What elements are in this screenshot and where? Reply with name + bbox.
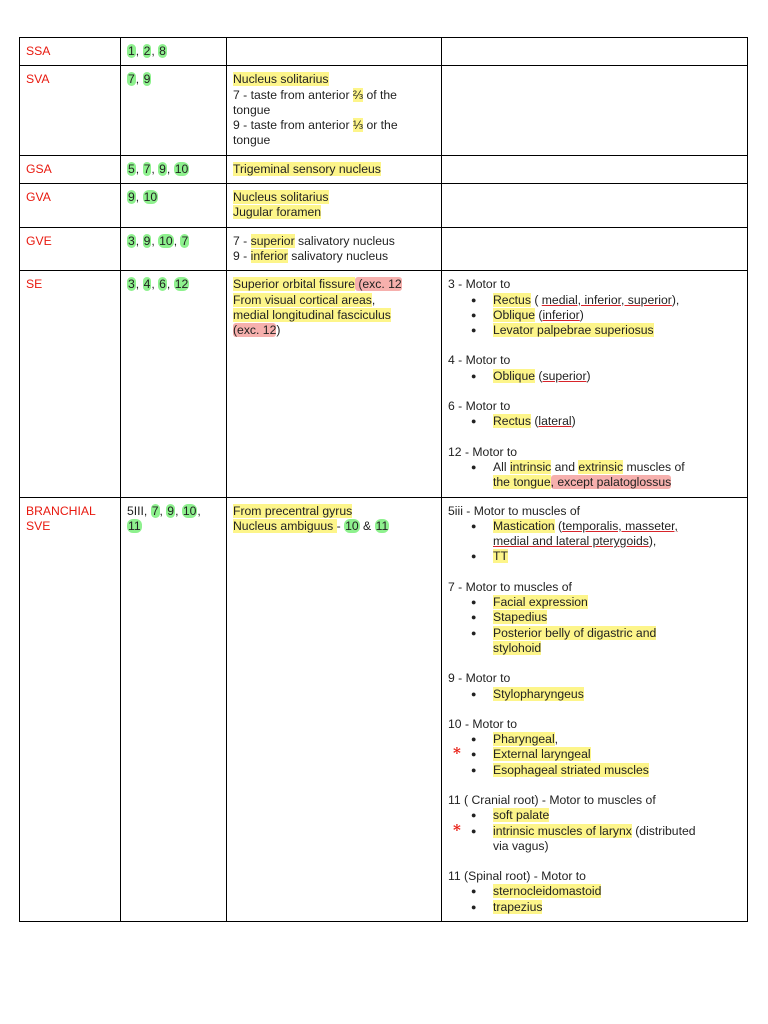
nerve-number: 4 <box>143 277 151 292</box>
nuclei-cell <box>227 66 442 155</box>
modality-label: BRANCHIAL <box>26 503 96 518</box>
group-heading: 10 - Motor to <box>448 716 518 731</box>
nerve-number: 10 <box>143 190 158 205</box>
muscle-name: Facial expression <box>493 595 588 610</box>
modality-cell <box>20 184 121 228</box>
asterisk-mark: ● * <box>453 744 461 763</box>
modality-cell <box>20 227 121 271</box>
group-heading: 7 - Motor to muscles of <box>448 579 572 594</box>
nuclei-cell <box>227 184 442 228</box>
nerve-number: 11 <box>375 518 389 533</box>
cortical-area: From visual cortical areas <box>233 292 372 307</box>
function-group <box>448 353 741 384</box>
muscle-name: Esophageal striated muscles <box>493 762 649 777</box>
fraction: ⅔ <box>352 87 364 102</box>
nucleus-text: salivatory nucleus <box>287 248 389 263</box>
nucleus-name: Nucleus solitarius <box>233 190 329 205</box>
muscle-name: Posterior belly of digastric and <box>493 625 657 640</box>
cranial-nerve-modality-table <box>19 37 748 922</box>
nerve-number: 9 <box>143 72 151 87</box>
list-text: ) <box>571 414 576 429</box>
nucleus-text: 7 - taste from anterior <box>233 87 353 102</box>
function-group <box>448 399 741 430</box>
list-item <box>493 308 741 323</box>
modality-cell <box>20 497 121 922</box>
nucleus-keyword: inferior <box>250 248 288 263</box>
nerve-number: 9 <box>128 190 135 205</box>
muscle-name: soft palate <box>493 808 550 823</box>
nucleus-name: Nucleus solitarius <box>233 72 329 87</box>
table-row <box>20 155 748 183</box>
nerve-number: 11 <box>128 518 141 533</box>
table-row <box>20 38 748 66</box>
list-item <box>493 732 741 747</box>
function-group <box>448 793 741 854</box>
modality-label: SVE <box>26 518 51 533</box>
nerves-cell: 3, 4, 6, 12 <box>121 271 227 497</box>
table-row <box>20 497 748 922</box>
modality-label: SE <box>26 277 43 292</box>
functions-cell <box>442 271 748 497</box>
list-text: ( <box>554 518 563 533</box>
nerve-number: 10 <box>174 161 189 176</box>
list-text: ( <box>530 414 539 429</box>
nucleus-text: salivatory nucleus <box>294 233 395 248</box>
nucleus-text: - <box>336 518 345 533</box>
list-text: ), <box>648 534 657 549</box>
list-item <box>493 763 741 778</box>
muscle-detail: lateral <box>538 414 572 429</box>
nucleus-text: , <box>371 292 376 307</box>
nerve-number: 9 <box>143 233 151 248</box>
muscle-name: Oblique <box>493 307 536 322</box>
table-row <box>20 66 748 155</box>
list-item <box>493 808 741 823</box>
nerve-number: 6 <box>159 277 166 292</box>
nuclei-cell <box>227 38 442 66</box>
functions-cell <box>442 66 748 155</box>
nucleus-text: & <box>359 518 375 533</box>
functions-cell <box>442 184 748 228</box>
muscle-name: Stapedius <box>493 610 548 625</box>
muscle-name: Levator palpebrae superiosus <box>493 323 654 338</box>
list-text: , <box>554 732 559 747</box>
table-row <box>20 184 748 228</box>
nerve-number: 10 <box>182 503 197 518</box>
exception-note: (exc. 12 <box>354 277 402 292</box>
muscle-name: intrinsic muscles of larynx <box>493 823 632 838</box>
list-text: ( <box>535 368 543 383</box>
nerve-number: 7 <box>181 233 189 248</box>
modality-label: GVA <box>26 190 51 205</box>
modality-cell <box>20 66 121 155</box>
nerve-number: 7 <box>151 503 159 518</box>
nerve-number: 8 <box>159 44 166 58</box>
nucleus-text: or the tongue <box>233 118 398 148</box>
nucleus-text: of the tongue <box>233 87 397 117</box>
function-list <box>448 460 741 491</box>
nerves-cell: 9, 10 <box>121 184 227 228</box>
muscle-keyword: extrinsic <box>578 459 624 474</box>
modality-label: SSA <box>26 44 51 58</box>
list-item <box>493 369 741 384</box>
modality-cell <box>20 155 121 183</box>
muscle-name: Mastication <box>493 518 555 533</box>
list-item <box>493 549 741 564</box>
muscle-name: Oblique <box>493 368 536 383</box>
nerve-number: 3 <box>128 233 135 248</box>
list-text: and <box>551 459 579 474</box>
group-heading: 11 (Spinal root) - Motor to <box>448 869 586 884</box>
modality-cell <box>20 271 121 497</box>
nerve-number: 2 <box>143 44 151 58</box>
modality-label: SVA <box>26 72 50 87</box>
list-item <box>453 744 741 763</box>
nerve-prefix: 5III, <box>127 503 151 518</box>
muscle-detail: temporalis, masseter, <box>562 518 678 533</box>
muscle-name: External laryngeal <box>493 747 591 762</box>
function-list <box>448 884 741 915</box>
nerves-cell: 1, 2, 8 <box>121 38 227 66</box>
fraction: ⅓ <box>352 118 364 133</box>
nerve-number: 12 <box>174 277 189 292</box>
muscle-name: Rectus <box>493 292 531 307</box>
list-item <box>453 820 741 855</box>
list-item <box>493 460 741 491</box>
function-group <box>448 445 741 491</box>
nerves-cell: 5III, 7, 9, 10, 11 <box>121 497 227 922</box>
group-heading: 3 - Motor to <box>448 277 511 292</box>
nucleus-text: 9 - taste from anterior <box>233 118 353 133</box>
group-heading: 11 ( Cranial root) - Motor to muscles of <box>448 792 656 807</box>
muscle-name: Rectus <box>493 414 531 429</box>
list-text: ( <box>530 292 542 307</box>
list-text: ), <box>671 292 680 307</box>
function-group <box>448 277 741 338</box>
group-heading: 12 - Motor to <box>448 444 518 459</box>
table-row <box>20 227 748 271</box>
list-text: via vagus) <box>493 838 549 853</box>
function-list <box>448 595 741 656</box>
nucleus-text: ) <box>276 323 281 338</box>
nerves-cell: 3, 9, 10, 7 <box>121 227 227 271</box>
list-item <box>493 687 741 702</box>
nerve-number: 1 <box>128 44 135 58</box>
nucleus-keyword: superior <box>250 233 295 248</box>
nerves-cell: 7, 9 <box>121 66 227 155</box>
muscle-name: Pharyngeal <box>493 732 555 747</box>
muscle-name: trapezius <box>493 899 543 914</box>
function-group <box>448 869 741 915</box>
nuclei-cell <box>227 271 442 497</box>
function-list <box>448 293 741 339</box>
functions-cell <box>442 38 748 66</box>
modality-cell <box>20 38 121 66</box>
group-heading: 6 - Motor to <box>448 399 511 414</box>
list-text: ( <box>535 307 543 322</box>
nucleus-text: 7 - <box>233 233 251 248</box>
gyrus-name: From precentral gyrus <box>233 503 353 518</box>
foramen-name: Jugular foramen <box>233 205 322 220</box>
nerves-cell: 5, 7, 9, 10 <box>121 155 227 183</box>
muscle-name: Stylopharyngeus <box>493 686 584 701</box>
list-item <box>493 519 741 550</box>
function-list <box>448 369 741 384</box>
functions-cell <box>442 497 748 922</box>
nerve-number: 7 <box>143 161 151 176</box>
functions-cell <box>442 227 748 271</box>
group-heading: 4 - Motor to <box>448 353 511 368</box>
nerve-number: 7 <box>128 72 135 87</box>
list-item <box>493 610 741 625</box>
function-list <box>448 519 741 565</box>
nuclei-cell <box>227 497 442 922</box>
muscle-detail: superior <box>542 368 587 383</box>
asterisk-mark: ● * <box>453 820 461 839</box>
muscle-name: sternocleidomastoid <box>493 884 602 899</box>
nerve-number: 10 <box>159 233 173 248</box>
table-row <box>20 271 748 497</box>
function-list <box>448 414 741 429</box>
list-item <box>493 323 741 338</box>
nerve-number: 10 <box>345 518 359 533</box>
function-group <box>448 671 741 702</box>
muscle-detail: medial and lateral pterygoids <box>493 534 649 549</box>
exception-note: , except palatoglossus <box>550 475 672 490</box>
list-item <box>493 626 741 657</box>
nerve-number: 9 <box>159 161 166 176</box>
nuclei-cell <box>227 155 442 183</box>
nucleus-name: Trigeminal sensory nucleus <box>233 161 381 176</box>
muscle-detail: inferior <box>542 307 580 322</box>
group-heading: 5iii - Motor to muscles of <box>448 503 581 518</box>
nucleus-text: 9 - <box>233 248 251 263</box>
function-list <box>448 732 741 778</box>
function-list <box>448 808 741 854</box>
function-group <box>448 580 741 656</box>
list-text: (distributed <box>631 823 696 838</box>
nuclei-cell <box>227 227 442 271</box>
muscle-name: TT <box>493 549 508 564</box>
group-heading: 9 - Motor to <box>448 671 511 686</box>
list-text: ) <box>586 368 591 383</box>
list-text: muscles of <box>623 459 685 474</box>
muscle-detail: medial, inferior, superior <box>541 292 672 307</box>
muscle-name: the tongue <box>493 475 551 490</box>
exception-note: (exc. 12 <box>233 323 277 338</box>
function-group <box>448 717 741 778</box>
list-text: ) <box>579 307 584 322</box>
functions-cell <box>442 155 748 183</box>
muscle-keyword: intrinsic <box>509 459 552 474</box>
fasciculus-name: medial longitudinal fasciculus <box>233 307 391 322</box>
nerve-number: 9 <box>167 503 175 518</box>
function-list <box>448 687 741 702</box>
nucleus-name: Nucleus ambiguus <box>233 518 337 533</box>
list-text: All <box>493 459 510 474</box>
list-item <box>493 293 741 308</box>
fissure-name: Superior orbital fissure <box>233 277 355 292</box>
function-group <box>448 504 741 565</box>
muscle-name: stylohoid <box>493 640 542 655</box>
list-item <box>493 900 741 915</box>
modality-label: GVE <box>26 233 52 248</box>
list-item <box>493 884 741 899</box>
nerve-number: 5 <box>128 161 135 176</box>
list-item <box>493 595 741 610</box>
modality-label: GSA <box>26 161 52 176</box>
list-item <box>493 414 741 429</box>
nerve-number: 3 <box>128 277 135 292</box>
